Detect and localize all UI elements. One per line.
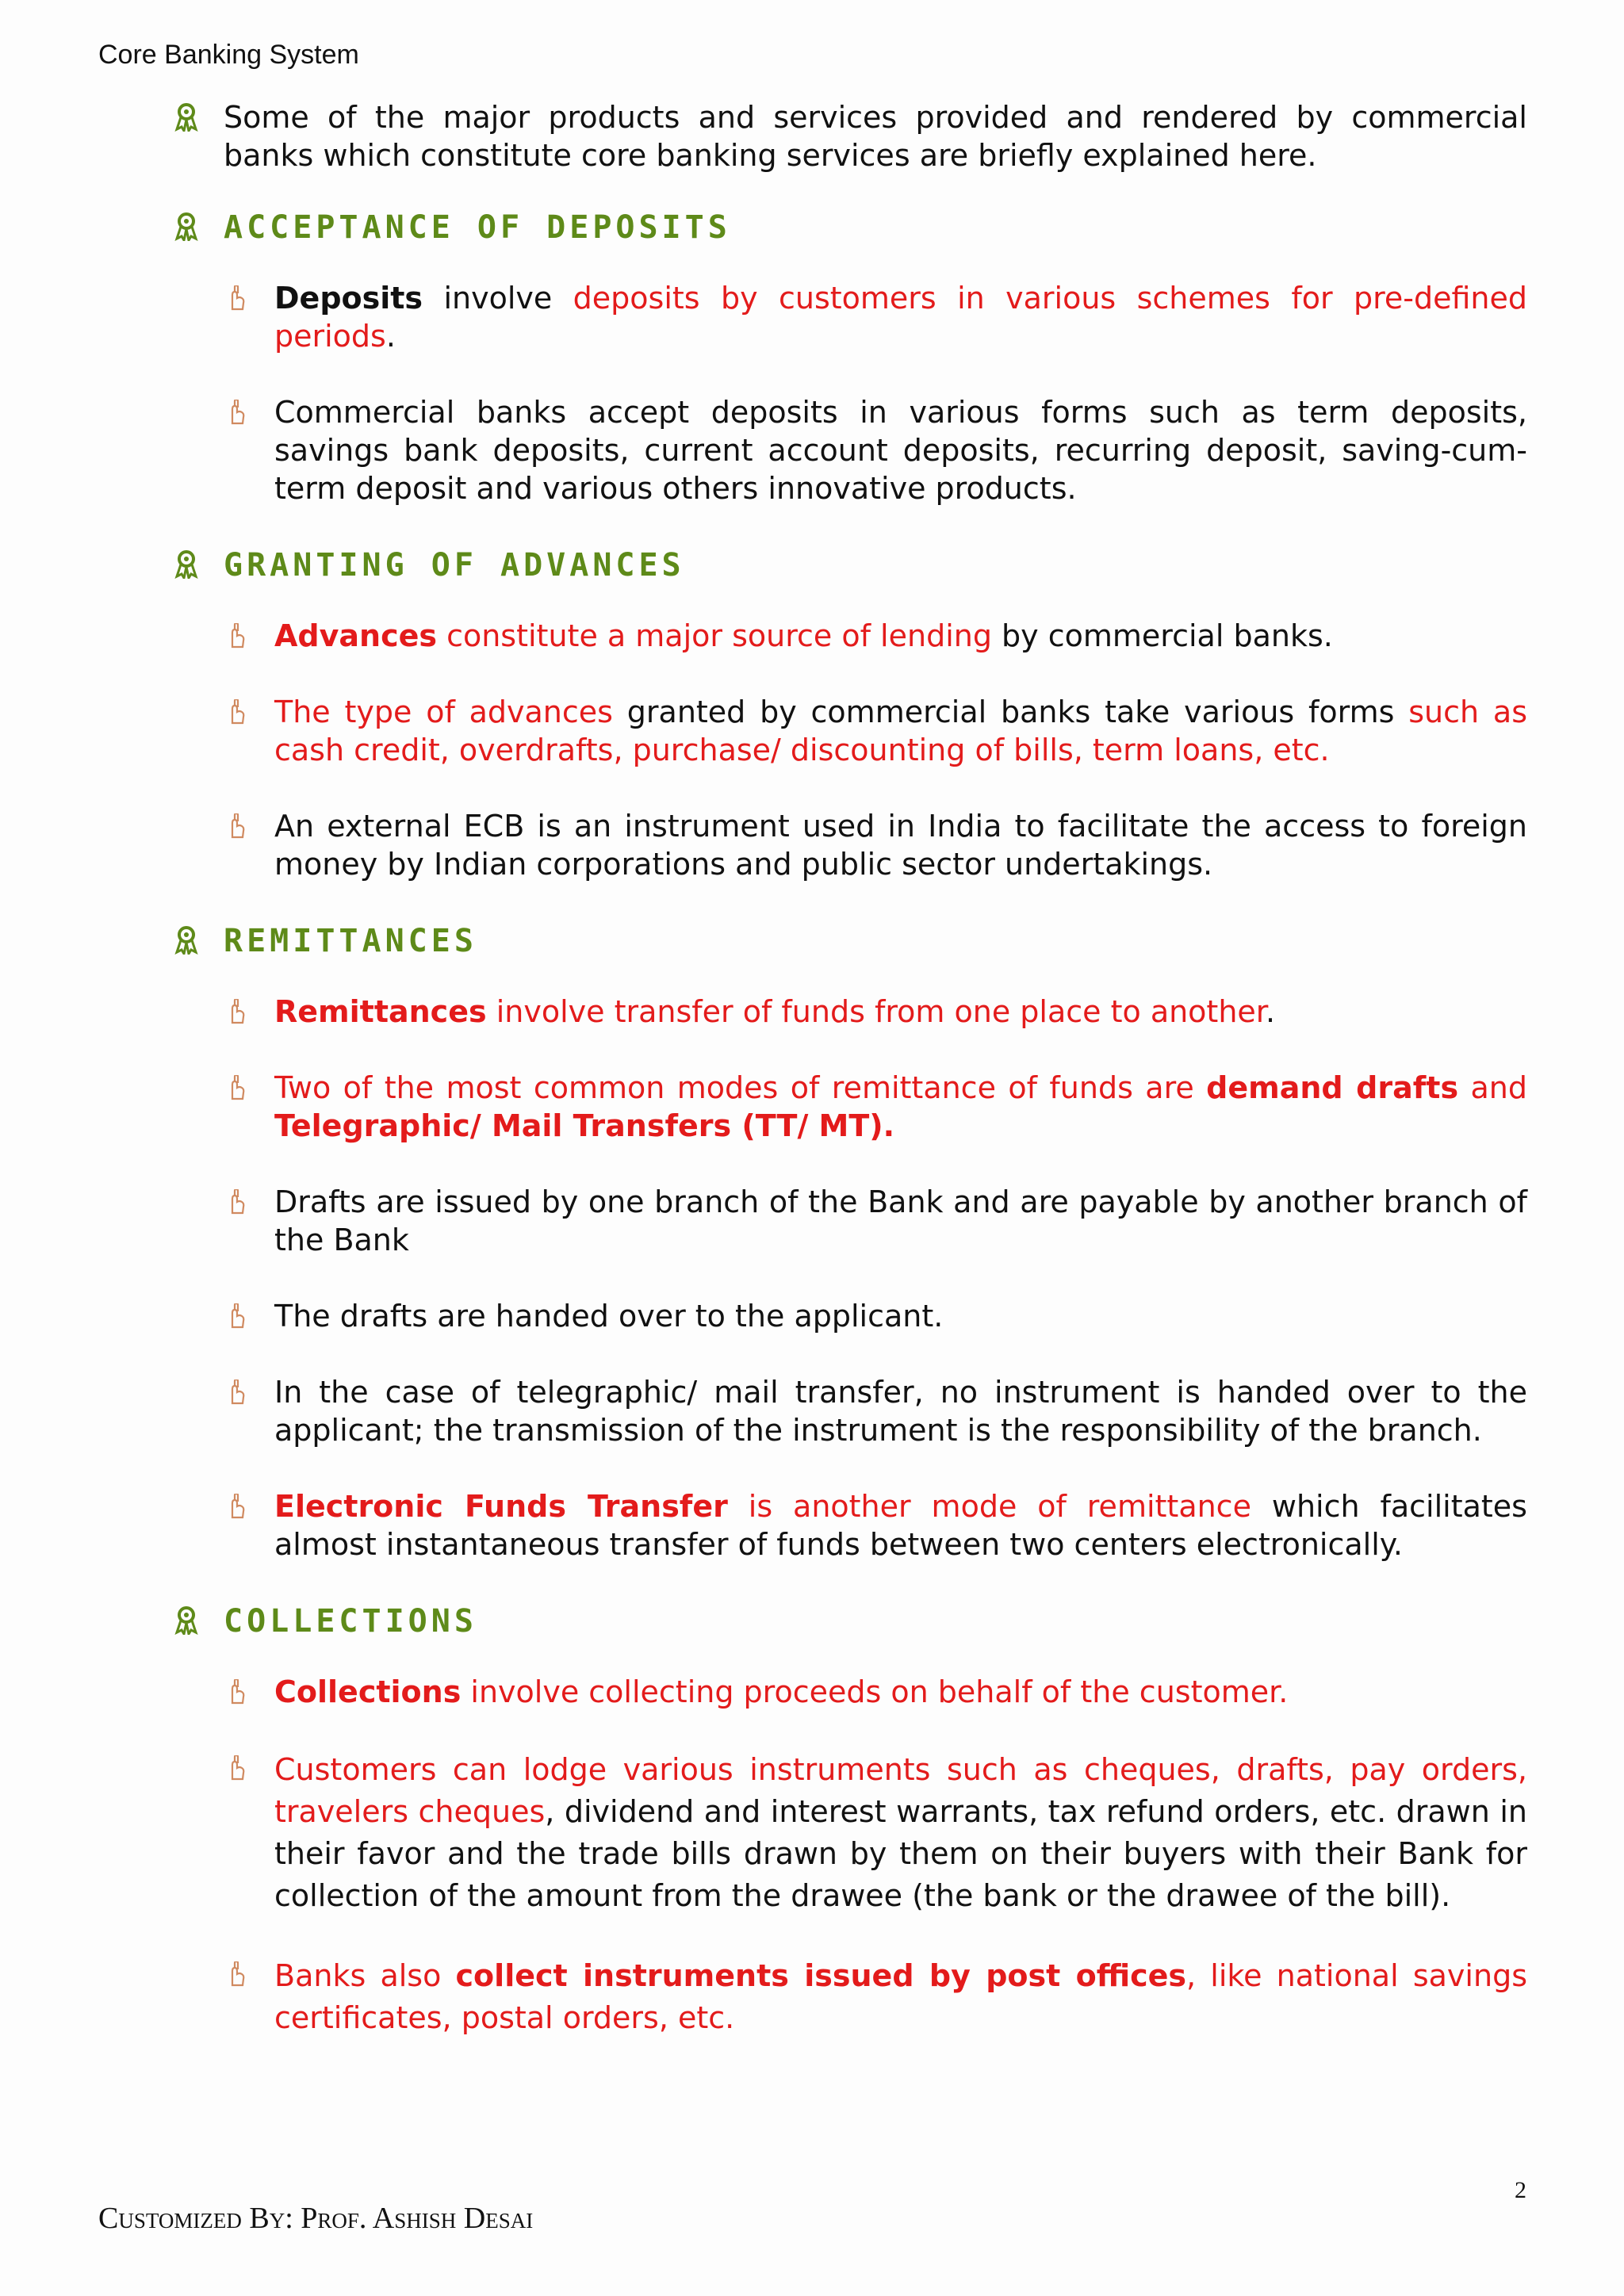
- section-heading-remittances: [174, 921, 1527, 961]
- text-highlight: is another mode of remittance: [727, 1489, 1251, 1524]
- footer-author: Customized By: Prof. Ashish Desai: [98, 2202, 534, 2235]
- list-item: [274, 1373, 1527, 1449]
- text-plain: .: [385, 319, 396, 354]
- section-heading-deposits: [174, 208, 1527, 247]
- deposits-list: [174, 279, 1527, 507]
- term-bold: Advances: [274, 618, 437, 653]
- text-plain: involve: [423, 281, 573, 316]
- remittances-list: [174, 993, 1527, 1563]
- text-highlight: involve transfer of funds from one place to another: [486, 994, 1266, 1029]
- text-plain: which facilitates almost instantaneous transfer of funds between two centers electronically.: [274, 1489, 1527, 1562]
- text-highlight: Banks also: [274, 1958, 456, 1993]
- list-item: [274, 393, 1527, 507]
- text-plain: granted by commercial banks take various forms: [612, 695, 1409, 729]
- advances-list: [174, 617, 1527, 883]
- term-bold: Electronic Funds Transfer: [274, 1489, 728, 1524]
- list-item: [274, 1487, 1527, 1563]
- text-plain: by commercial banks.: [991, 618, 1333, 653]
- term-bold: demand drafts: [1206, 1070, 1459, 1105]
- text-highlight: The type of advances: [274, 695, 613, 729]
- collections-list: [174, 1673, 1527, 2039]
- pointing-hand-icon: [225, 1755, 247, 1782]
- list-item: [274, 993, 1527, 1031]
- award-ribbon-icon: [174, 550, 198, 579]
- pointing-hand-icon: [225, 1380, 247, 1406]
- list-item-text: In the case of telegraphic/ mail transfer, no instrument is handed over to the applicant; the transmission of the instrument is the responsibility of the branch.: [274, 1375, 1527, 1448]
- list-item: [274, 693, 1527, 769]
- pointing-hand-icon: [225, 699, 247, 726]
- list-item-text: The drafts are handed over to the applicant.: [274, 1299, 944, 1334]
- pointing-hand-icon: [225, 813, 247, 840]
- section-title: ACCEPTANCE OF DEPOSITS: [224, 209, 731, 246]
- term-bold: collect instruments issued by post offices: [455, 1958, 1187, 1993]
- text-highlight: , like national savings certificates, postal orders, etc.: [274, 1958, 1527, 2035]
- page-content: [174, 98, 1527, 2077]
- term-bold: Collections: [274, 1674, 462, 1709]
- list-item: [274, 617, 1527, 655]
- text-highlight: and: [1458, 1070, 1527, 1105]
- list-item: [274, 807, 1527, 883]
- term-bold: Telegraphic/ Mail Transfers (TT/ MT).: [274, 1108, 895, 1143]
- pointing-hand-icon: [225, 1494, 247, 1521]
- list-item: [274, 1297, 1527, 1335]
- term-bold: Remittances: [274, 994, 487, 1029]
- list-item: [274, 1749, 1527, 1917]
- page-number: 2: [1515, 2177, 1526, 2203]
- text-plain: .: [1265, 994, 1276, 1029]
- pointing-hand-icon: [225, 1961, 247, 1988]
- intro-text: Some of the major products and services provided and rendered by commercial banks which constitute core banking services are briefly explained here.: [224, 100, 1527, 173]
- section-title: GRANTING OF ADVANCES: [224, 547, 685, 584]
- award-ribbon-icon: [174, 103, 198, 132]
- pointing-hand-icon: [225, 1189, 247, 1216]
- text-highlight: constitute a major source of lending: [437, 618, 992, 653]
- section-title: REMITTANCES: [224, 923, 477, 959]
- pointing-hand-icon: [225, 285, 247, 312]
- section-heading-collections: [174, 1601, 1527, 1641]
- text-highlight: deposits by customers in various schemes for pre-defined periods: [274, 281, 1528, 354]
- intro-paragraph: [174, 98, 1527, 174]
- text-highlight: such as cash credit, overdrafts, purchase/ discounting of bills, term loans, etc.: [274, 695, 1527, 767]
- pointing-hand-icon: [225, 1075, 247, 1102]
- section-title: COLLECTIONS: [224, 1603, 477, 1640]
- list-item: [274, 1183, 1527, 1259]
- running-header: Core Banking System: [98, 40, 359, 70]
- list-item-text: Commercial banks accept deposits in various forms such as term deposits, savings bank deposits, current account deposits, recurring deposit, saving-cum-term deposit and various others innovative products.: [274, 395, 1527, 506]
- pointing-hand-icon: [225, 400, 247, 427]
- list-item: [274, 1673, 1527, 1711]
- pointing-hand-icon: [225, 999, 247, 1026]
- term-bold: Deposits: [274, 281, 423, 316]
- text-plain: , dividend and interest warrants, tax refund orders, etc. drawn in their favor and the trade bills drawn by them on their buyers with their Bank for collection of the amount from the drawee (the bank or the drawee of the bill).: [274, 1794, 1527, 1913]
- list-item-text: Drafts are issued by one branch of the Bank and are payable by another branch of the Bank: [274, 1184, 1527, 1257]
- award-ribbon-icon: [174, 212, 198, 241]
- pointing-hand-icon: [225, 1303, 247, 1330]
- list-item: [274, 279, 1527, 355]
- pointing-hand-icon: [225, 623, 247, 650]
- award-ribbon-icon: [174, 926, 198, 955]
- pointing-hand-icon: [225, 1679, 247, 1706]
- list-item: [274, 1069, 1527, 1145]
- list-item: [274, 1955, 1527, 2039]
- list-item-text: An external ECB is an instrument used in India to facilitate the access to foreign money by Indian corporations and public sector undertakings.: [274, 809, 1527, 882]
- text-highlight: involve collecting proceeds on behalf of the customer.: [461, 1674, 1289, 1709]
- text-highlight: Two of the most common modes of remittance of funds are: [274, 1070, 1207, 1105]
- section-heading-advances: [174, 545, 1527, 585]
- text-highlight: Customers can lodge various instruments such as cheques, drafts, pay orders, travelers cheques: [274, 1752, 1527, 1829]
- award-ribbon-icon: [174, 1606, 198, 1635]
